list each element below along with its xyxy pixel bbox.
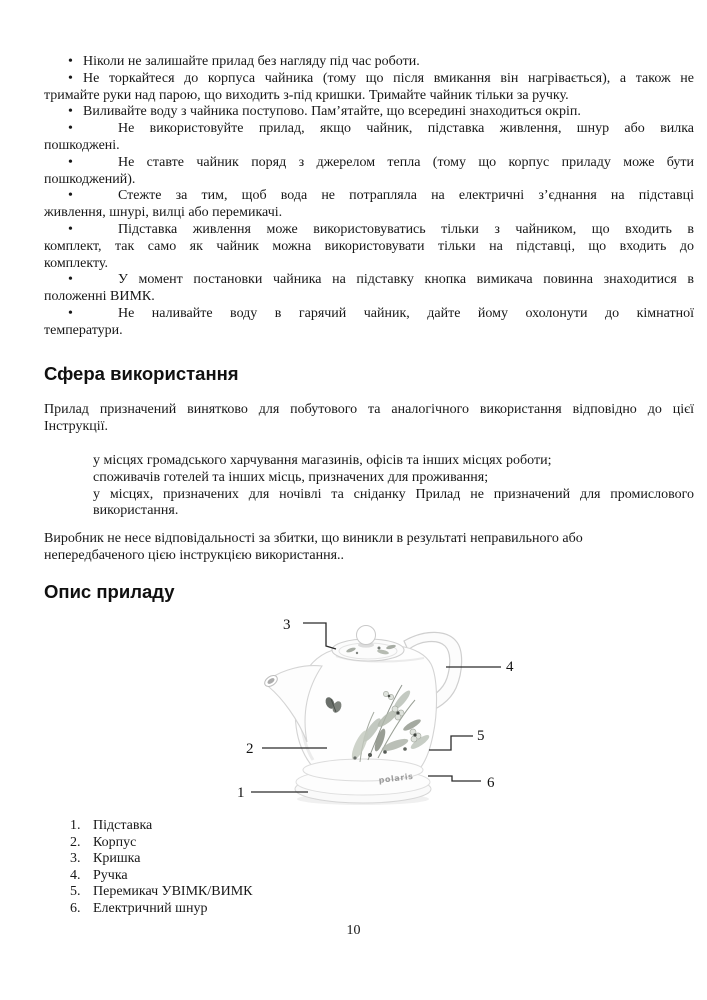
safety-item-4-line-1: Не використовуйте прилад, якщо чайник, підставка живлення, шнур або вилка — [118, 121, 694, 137]
safety-item-4-line-2: пошкоджені. — [44, 137, 120, 153]
usage-location-3: у місцях, призначених для ночівлі та сніданку Прилад не призначений для промислового — [93, 486, 694, 502]
safety-item-2-cont — [44, 88, 694, 105]
part-row-6 — [44, 901, 694, 918]
callout-line-6 — [428, 776, 481, 781]
bullet-icon: • — [68, 104, 73, 120]
callout-number-3: 3 — [283, 617, 291, 633]
callout-number-6: 6 — [487, 775, 495, 791]
safety-bullet-list — [44, 54, 694, 340]
disclaimer-paragraph — [44, 531, 694, 565]
callout-number-2: 2 — [246, 741, 254, 757]
safety-item-5-line-1: Не ставте чайник поряд з джерелом тепла (тому що корпус приладу може бути — [118, 154, 694, 170]
safety-item-9 — [44, 306, 694, 323]
bullet-icon: • — [68, 54, 73, 69]
safety-item-2-line-1: Не торкайтеся до корпуса чайника (тому що після вмикання він нагрівається), а також не — [83, 70, 694, 86]
kettle-figure — [228, 603, 522, 815]
parts-list — [44, 818, 694, 918]
bullet-icon: • — [68, 70, 73, 86]
usage-paragraph-line-2: Інструкції. — [44, 418, 109, 434]
kettle-body — [295, 644, 436, 771]
safety-item-3-line-1: Виливайте воду з чайника поступово. Пам’ятайте, що всередині знаходиться окріп. — [83, 104, 581, 120]
page-number: 10 — [346, 923, 361, 938]
usage-section-heading: Сфера використання — [44, 363, 239, 384]
safety-item-2-line-2: тримайте руки над парою, що виходить з-під кришки. Тримайте чайник тільки за ручку. — [44, 87, 569, 103]
disclaimer-line-2: непередбаченого цією інструкцією використання.. — [44, 547, 345, 563]
safety-item-1 — [44, 54, 694, 71]
part-label: Кришка — [93, 851, 141, 867]
safety-item-7-line-2: комплект, так само як чайник можна використовувати тільки на підставці, що входить до — [44, 238, 694, 254]
safety-item-9-line-1: Не наливайте воду в гарячий чайник, дайте йому охолонути до кімнатної — [118, 305, 694, 321]
part-row-2 — [44, 835, 694, 852]
usage-location-2: споживачів готелей та інших місць, призначених для проживання; — [93, 469, 489, 485]
safety-item-8-line-1: У момент постановки чайника на підставку кнопка вимикача повинна знаходитися в — [118, 272, 694, 288]
part-label: Підставка — [93, 818, 153, 833]
part-row-3 — [44, 851, 694, 868]
part-label: Перемикач УВІМК/ВИМК — [93, 884, 253, 900]
safety-item-8-cont — [44, 289, 694, 306]
safety-item-1-line-1: Ніколи не залишайте прилад без нагляду під час роботи. — [83, 54, 420, 69]
part-number: 6. — [70, 900, 81, 916]
part-number: 5. — [70, 884, 81, 900]
part-label: Корпус — [93, 834, 137, 850]
safety-item-4-cont — [44, 138, 694, 155]
safety-item-5 — [44, 155, 694, 172]
usage-paragraph-line-1: Прилад призначений винятково для побутового та аналогічного використання відповідно до цієї — [44, 402, 694, 417]
description-section-heading: Опис приладу — [44, 581, 175, 602]
safety-item-7-line-1: Підставка живлення може використовуватись тільки з чайником, що входить в — [118, 221, 694, 237]
part-row-5 — [44, 884, 694, 901]
safety-item-6-line-1: Стежте за тим, щоб вода не потрапляла на електричні з’єднання на підставці — [118, 188, 694, 204]
safety-item-2 — [44, 71, 694, 88]
part-number: 3. — [70, 851, 81, 867]
part-label: Електричний шнур — [93, 900, 208, 916]
usage-paragraph — [44, 402, 694, 436]
safety-item-6-cont — [44, 205, 694, 222]
usage-location-1: у місцях громадського харчування магазинів, офісів та інших місцях роботи; — [93, 453, 552, 468]
callout-number-1: 1 — [237, 785, 245, 801]
bullet-icon: • — [68, 272, 73, 288]
bullet-icon: • — [68, 154, 73, 170]
safety-item-5-cont — [44, 172, 694, 189]
part-number: 1. — [70, 818, 81, 833]
safety-item-7-line-3: комплекту. — [44, 255, 109, 271]
safety-item-8 — [44, 272, 694, 289]
safety-item-7 — [44, 222, 694, 239]
part-label: Ручка — [93, 867, 128, 883]
safety-item-6-line-2: живлення, шнурі, вилці або перемикачі. — [44, 205, 283, 221]
safety-item-7-cont — [44, 239, 694, 256]
bullet-icon: • — [68, 305, 73, 321]
safety-item-5-line-2: пошкоджений). — [44, 171, 136, 187]
safety-item-6 — [44, 188, 694, 205]
safety-item-3 — [44, 104, 694, 121]
part-row-1 — [44, 818, 694, 835]
disclaimer-line-1: Виробник не несе відповідальності за збитки, що виникли в результаті неправильного або — [44, 531, 583, 546]
safety-item-8-line-2: положенні ВИМК. — [44, 289, 155, 305]
bullet-icon: • — [68, 221, 73, 237]
usage-location-3-cont: використання. — [93, 503, 179, 519]
callout-number-4: 4 — [506, 659, 514, 675]
part-number: 4. — [70, 867, 81, 883]
callout-line-3 — [303, 623, 336, 649]
callout-line-5 — [429, 736, 473, 750]
bullet-icon: • — [68, 121, 73, 137]
safety-item-9-cont — [44, 323, 694, 340]
kettle-lid — [332, 626, 404, 662]
part-row-4 — [44, 868, 694, 885]
bullet-icon: • — [68, 188, 73, 204]
safety-item-7-cont2 — [44, 256, 694, 273]
safety-item-9-line-2: температури. — [44, 322, 123, 338]
part-number: 2. — [70, 834, 81, 850]
callout-number-5: 5 — [477, 728, 485, 744]
safety-item-4 — [44, 121, 694, 138]
brand-logo: polaris — [378, 771, 414, 785]
usage-locations-list — [44, 453, 694, 520]
